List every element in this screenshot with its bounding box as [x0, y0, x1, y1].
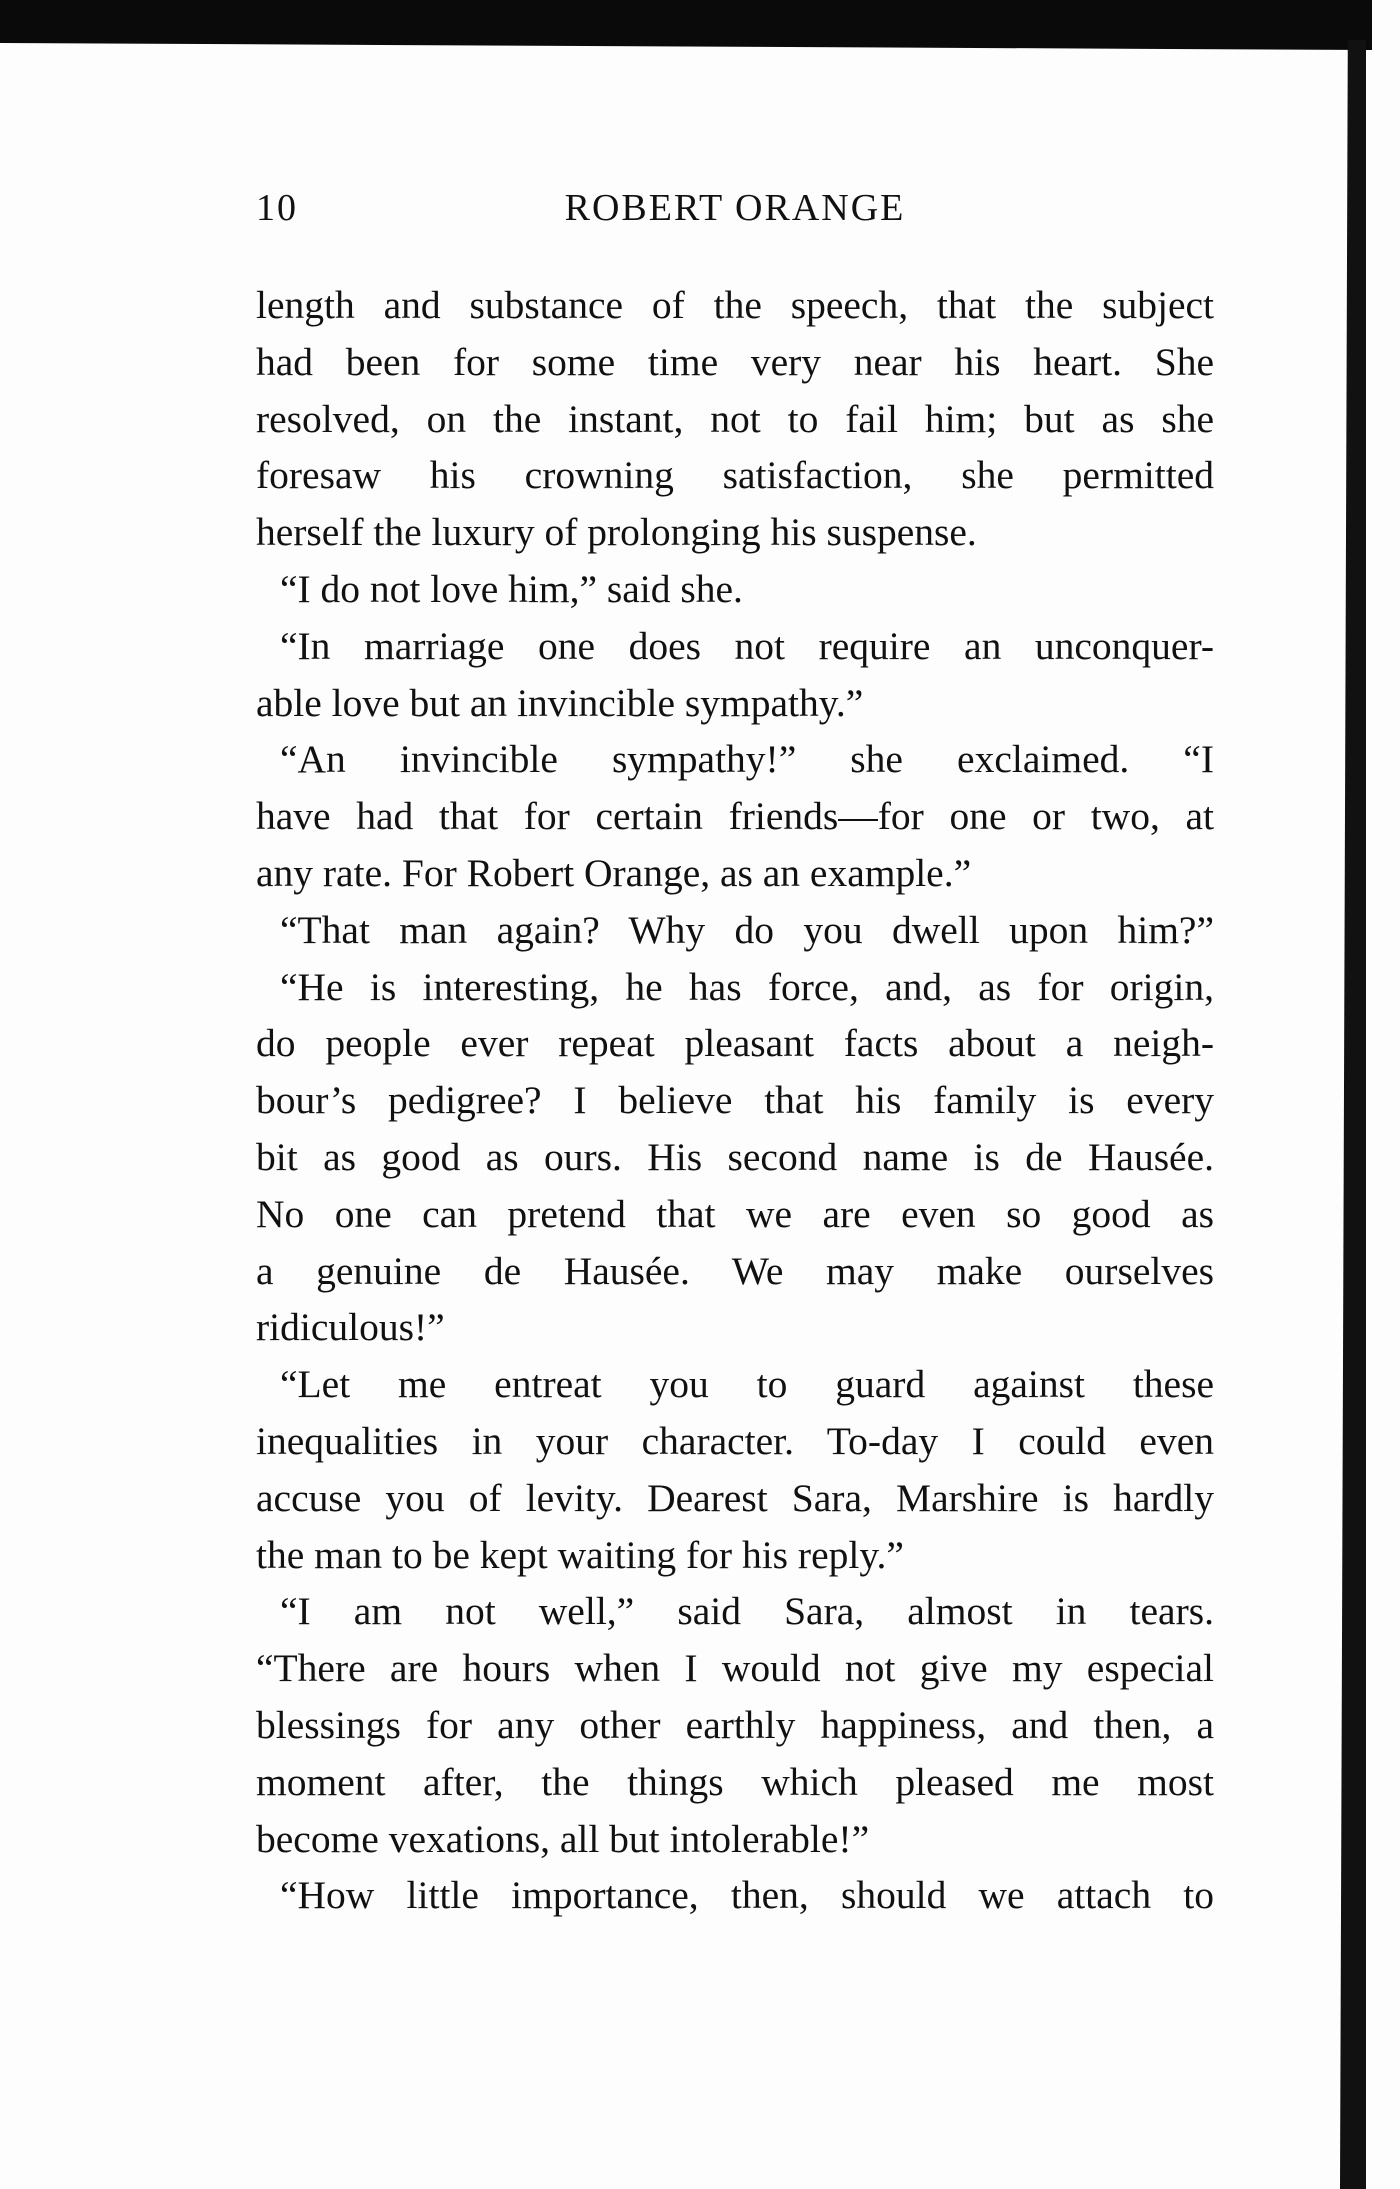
text-line: able love but an invincible sympathy.” — [256, 680, 864, 725]
text-line: foresaw his crowning satisfaction, she permitted — [256, 453, 1214, 498]
scan-top-border — [0, 0, 1372, 50]
text-line: had been for some time very near his heart. She — [256, 339, 1214, 384]
text-line: herself the luxury of prolonging his suspense. — [256, 510, 977, 555]
text-line: No one can pretend that we are even so good as — [256, 1191, 1214, 1236]
text-line: a genuine de Hausée. We may make ourselves — [256, 1248, 1214, 1293]
text-line: inequalities in your character. To-day I could even — [256, 1418, 1214, 1463]
text-line: ridiculous!” — [256, 1305, 445, 1350]
text-line: “Let me entreat you to guard against these — [280, 1362, 1214, 1407]
scan-right-edge — [1340, 40, 1366, 2189]
text-line: length and substance of the speech, that the subject — [256, 283, 1214, 327]
text-line: accuse you of levity. Dearest Sara, Marshire is hardly — [256, 1475, 1214, 1520]
text-line: “There are hours when I would not give my especial — [256, 1646, 1214, 1691]
text-line: the man to be kept waiting for his reply.” — [256, 1532, 904, 1577]
body-text — [256, 277, 1214, 1924]
text-line: bour’s pedigree? I believe that his family is every — [256, 1078, 1214, 1123]
text-line: bit as good as ours. His second name is de Hausée. — [256, 1134, 1214, 1179]
text-line: “I do not love him,” said she. — [280, 566, 743, 611]
text-line: “That man again? Why do you dwell upon him?” — [280, 907, 1214, 952]
text-line: resolved, on the instant, not to fail him; but as she — [256, 396, 1214, 441]
text-line: “An invincible sympathy!” she exclaimed. “I — [280, 737, 1214, 782]
page-header — [256, 186, 1214, 242]
text-line: have had that for certain friends—for one or two, at — [256, 794, 1214, 839]
text-line: moment after, the things which pleased me most — [256, 1759, 1214, 1804]
text-line: any rate. For Robert Orange, as an example.” — [256, 850, 972, 895]
text-line: “How little importance, then, should we attach to — [280, 1873, 1214, 1918]
text-line: “He is interesting, he has force, and, as for origin, — [280, 964, 1214, 1009]
running-title: ROBERT ORANGE — [564, 187, 906, 229]
text-line: do people ever repeat pleasant facts about a neigh- — [256, 1021, 1214, 1066]
text-line: become vexations, all but intolerable!” — [256, 1816, 870, 1861]
text-line: blessings for any other earthly happiness, and then, a — [256, 1702, 1214, 1747]
text-line: “I am not well,” said Sara, almost in tears. — [280, 1589, 1214, 1634]
text-line: “In marriage one does not require an unconquer- — [280, 623, 1214, 668]
page-number: 10 — [256, 187, 298, 229]
